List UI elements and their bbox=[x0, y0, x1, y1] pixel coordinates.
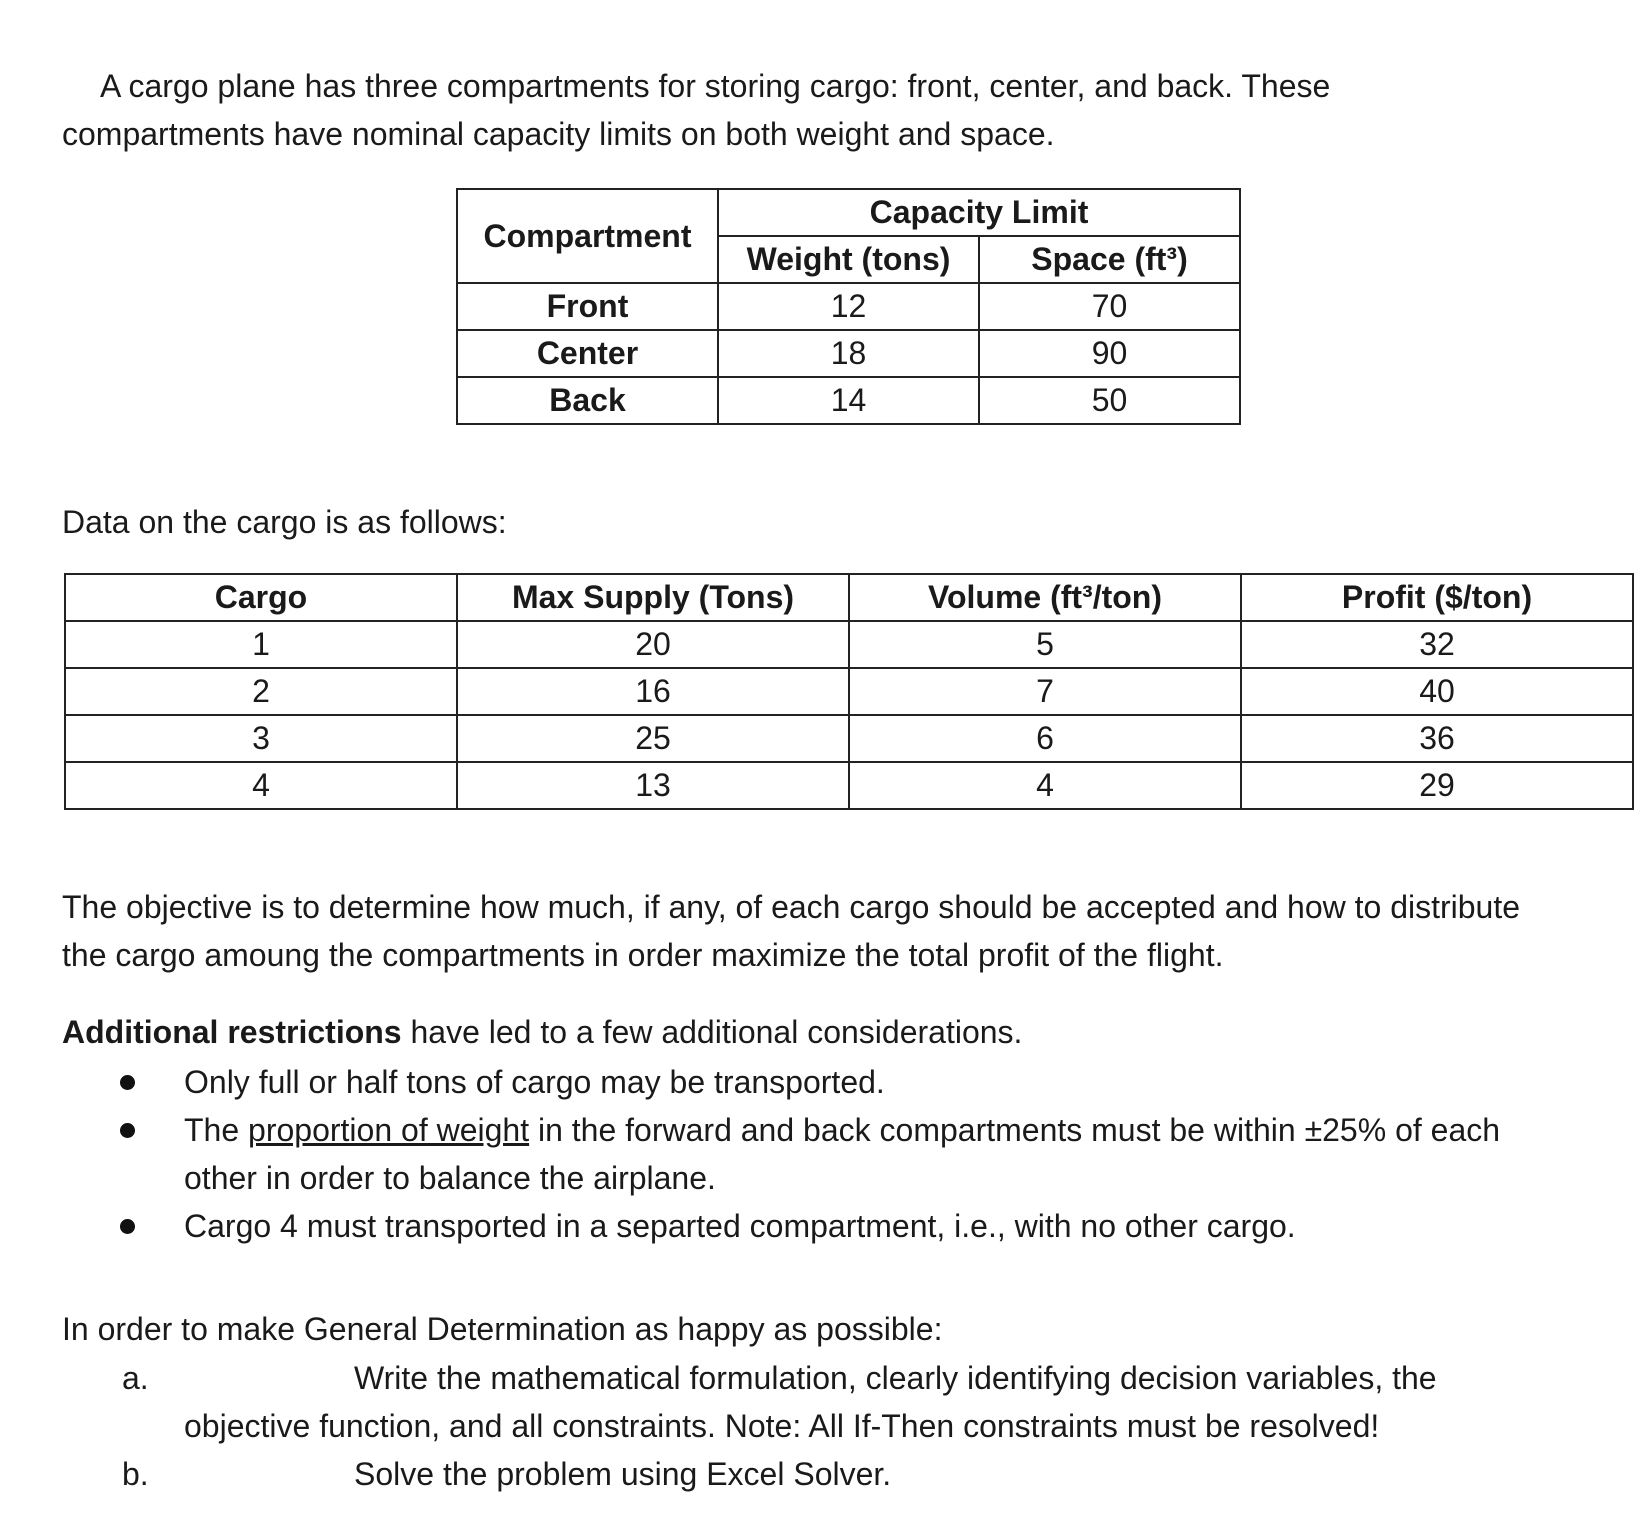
header-volume: Volume (ft³/ton) bbox=[849, 574, 1241, 621]
restrictions-rest: have led to a few additional considerations. bbox=[401, 1014, 1023, 1050]
restrictions-bold-lead: Additional restrictions bbox=[62, 1014, 402, 1050]
table-row bbox=[457, 283, 1240, 330]
bullet-icon bbox=[120, 1075, 135, 1090]
compartment-name: Center bbox=[457, 330, 718, 377]
bullet-text-line2: other in order to balance the airplane. bbox=[184, 1160, 716, 1196]
max-supply: 20 bbox=[457, 621, 849, 668]
intro-paragraph bbox=[62, 62, 1542, 158]
bullet-text-underlined: proportion of weight bbox=[248, 1112, 530, 1148]
cargo-id: 4 bbox=[65, 762, 457, 809]
list-item bbox=[118, 1202, 1598, 1250]
list-item bbox=[118, 1354, 1598, 1450]
list-item bbox=[118, 1106, 1598, 1202]
max-supply: 13 bbox=[457, 762, 849, 809]
bullet-text-pre: The bbox=[184, 1112, 249, 1148]
space-value: 70 bbox=[979, 283, 1240, 330]
task-intro: In order to make General Determination as happy as possible: bbox=[62, 1311, 943, 1347]
objective-line-2: the cargo amoung the compartments in order maximize the total profit of the flight. bbox=[62, 937, 1224, 973]
header-profit: Profit ($/ton) bbox=[1241, 574, 1633, 621]
table-row bbox=[65, 762, 1633, 809]
space-value: 50 bbox=[979, 377, 1240, 424]
table-row bbox=[65, 715, 1633, 762]
cargo-table bbox=[64, 573, 1634, 810]
volume: 7 bbox=[849, 668, 1241, 715]
volume: 6 bbox=[849, 715, 1241, 762]
header-capacity-limit: Capacity Limit bbox=[718, 189, 1240, 236]
space-value: 90 bbox=[979, 330, 1240, 377]
table-row bbox=[65, 668, 1633, 715]
profit: 29 bbox=[1241, 762, 1633, 809]
weight-value: 12 bbox=[718, 283, 979, 330]
cargo-id: 2 bbox=[65, 668, 457, 715]
bullet-icon bbox=[120, 1219, 135, 1234]
restrictions-list bbox=[118, 1058, 1598, 1250]
compartment-name: Front bbox=[457, 283, 718, 330]
header-space: Space (ft³) bbox=[979, 236, 1240, 283]
list-item bbox=[118, 1450, 1598, 1498]
bullet-text-post: in the forward and back compartments must be within ±25% of each bbox=[529, 1112, 1501, 1148]
cargo-id: 3 bbox=[65, 715, 457, 762]
table-row bbox=[457, 377, 1240, 424]
capacity-table bbox=[456, 188, 1241, 425]
profit: 36 bbox=[1241, 715, 1633, 762]
part-text: Write the mathematical formulation, clearly identifying decision variables, the bbox=[354, 1360, 1437, 1396]
objective-paragraph bbox=[62, 883, 1622, 979]
part-text: Solve the problem using Excel Solver. bbox=[354, 1456, 892, 1492]
weight-value: 18 bbox=[718, 330, 979, 377]
part-text-line2: objective function, and all constraints. Note: All If-Then constraints must be resolved! bbox=[184, 1408, 1380, 1444]
part-letter: a. bbox=[122, 1360, 149, 1396]
header-weight: Weight (tons) bbox=[718, 236, 979, 283]
table-row bbox=[65, 621, 1633, 668]
list-item bbox=[118, 1058, 1598, 1106]
max-supply: 16 bbox=[457, 668, 849, 715]
profit: 32 bbox=[1241, 621, 1633, 668]
weight-value: 14 bbox=[718, 377, 979, 424]
task-parts bbox=[118, 1354, 1598, 1498]
header-compartment: Compartment bbox=[457, 189, 718, 283]
restrictions-heading bbox=[62, 1008, 1022, 1056]
volume: 5 bbox=[849, 621, 1241, 668]
profit: 40 bbox=[1241, 668, 1633, 715]
volume: 4 bbox=[849, 762, 1241, 809]
intro-line-2: compartments have nominal capacity limits on both weight and space. bbox=[62, 116, 1055, 152]
cargo-id: 1 bbox=[65, 621, 457, 668]
max-supply: 25 bbox=[457, 715, 849, 762]
table-row bbox=[457, 330, 1240, 377]
compartment-name: Back bbox=[457, 377, 718, 424]
part-letter: b. bbox=[122, 1456, 149, 1492]
header-cargo: Cargo bbox=[65, 574, 457, 621]
objective-line-1: The objective is to determine how much, if any, of each cargo should be accepted and how to distribute bbox=[62, 889, 1521, 925]
bullet-text: Cargo 4 must transported in a separted compartment, i.e., with no other cargo. bbox=[184, 1208, 1296, 1244]
intro-line-1: A cargo plane has three compartments for storing cargo: front, center, and back. These bbox=[100, 68, 1331, 104]
header-max-supply: Max Supply (Tons) bbox=[457, 574, 849, 621]
bullet-icon bbox=[120, 1123, 135, 1138]
bullet-text: Only full or half tons of cargo may be transported. bbox=[184, 1064, 885, 1100]
cargo-intro: Data on the cargo is as follows: bbox=[62, 504, 507, 540]
